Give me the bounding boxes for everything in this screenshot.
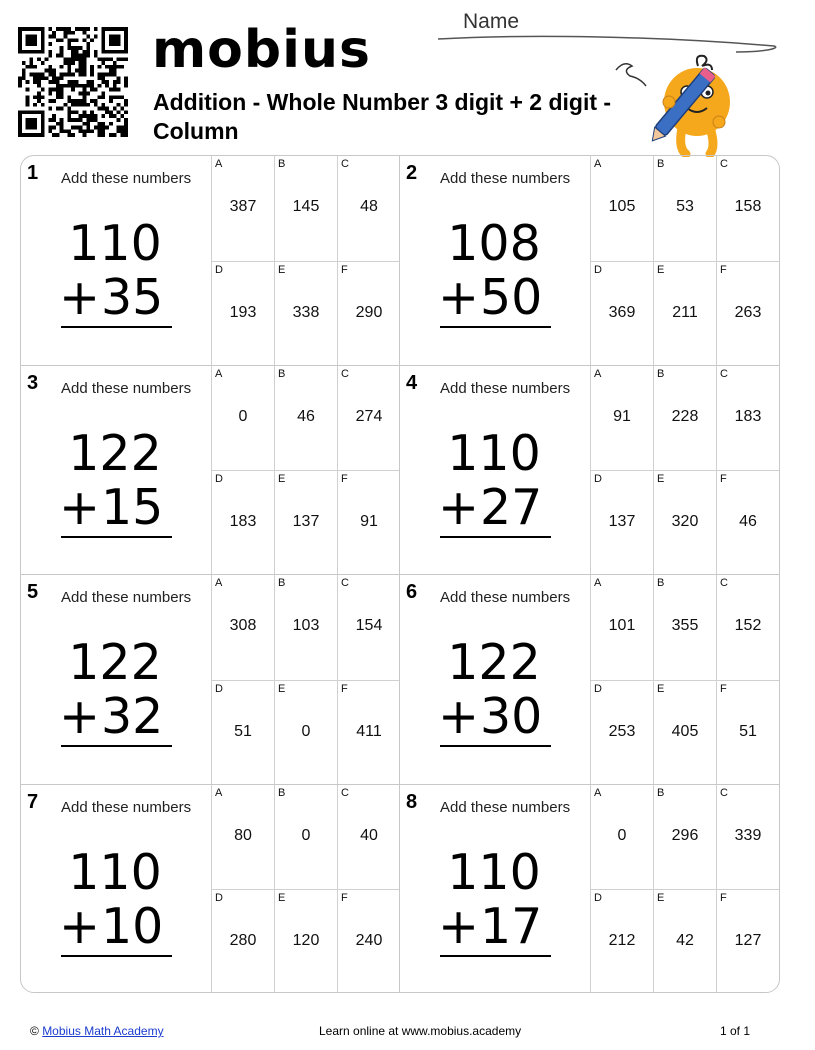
- question-prompt: Add these numbers: [440, 379, 571, 397]
- option-value: 308: [229, 617, 257, 634]
- option-value: 48: [360, 198, 378, 215]
- bottom-addend-row: [59, 689, 163, 745]
- option-value: 320: [671, 513, 699, 530]
- answer-option[interactable]: [653, 680, 716, 785]
- option-letter: E: [278, 473, 286, 485]
- answer-options: [211, 366, 400, 575]
- option-letter: D: [215, 682, 223, 695]
- bottom-addend-row: [438, 899, 542, 955]
- footer-copyright: [30, 1024, 164, 1038]
- option-letter: F: [720, 473, 727, 485]
- option-value: 127: [734, 932, 762, 949]
- option-letter: A: [594, 577, 602, 589]
- option-value: 212: [608, 932, 636, 949]
- answer-options: [590, 785, 779, 994]
- answer-option[interactable]: [337, 470, 400, 575]
- option-value: 211: [672, 303, 698, 321]
- answer-options: [590, 156, 779, 365]
- answer-option[interactable]: [653, 889, 716, 993]
- option-letter: A: [215, 577, 223, 589]
- option-value: 80: [234, 826, 252, 844]
- question-prompt: Add these numbers: [61, 170, 192, 187]
- answer-option[interactable]: [716, 470, 779, 575]
- answer-options: [590, 366, 779, 575]
- option-letter: F: [341, 682, 348, 695]
- answer-option[interactable]: [211, 366, 274, 471]
- plus-operator: +: [59, 478, 101, 536]
- option-value: 274: [355, 407, 383, 425]
- plus-operator: +: [59, 897, 101, 955]
- option-value: 253: [608, 722, 636, 740]
- option-letter: B: [278, 577, 286, 589]
- answer-line: [440, 326, 551, 328]
- option-letter: E: [278, 682, 286, 695]
- answer-line: [440, 745, 551, 747]
- answer-option[interactable]: [274, 470, 337, 575]
- bottom-addend-row: [59, 899, 163, 955]
- option-value: 91: [360, 513, 378, 530]
- answer-option[interactable]: [337, 680, 400, 785]
- answer-line: [440, 536, 551, 538]
- answer-option[interactable]: [337, 785, 400, 890]
- answer-option[interactable]: [274, 261, 337, 366]
- question-prompt: Add these numbers: [440, 798, 571, 816]
- bottom-addend-row: [59, 270, 163, 326]
- bottom-addend-row: [438, 270, 542, 326]
- copyright-symbol: ©: [30, 1024, 39, 1038]
- answer-option[interactable]: [337, 575, 400, 680]
- option-letter: F: [720, 682, 727, 695]
- answer-option[interactable]: [653, 785, 716, 890]
- option-letter: B: [657, 158, 665, 170]
- answer-line: [440, 955, 551, 957]
- option-value: 280: [229, 932, 257, 949]
- answer-option[interactable]: [590, 575, 653, 680]
- answer-option[interactable]: [211, 156, 274, 261]
- option-value: 290: [355, 303, 383, 321]
- worksheet-title: Addition - Whole Number 3 digit + 2 digit - Column: [153, 89, 612, 144]
- option-value: 263: [734, 303, 762, 321]
- question-card: [21, 366, 400, 575]
- question-number: 7: [27, 790, 39, 813]
- option-letter: E: [657, 682, 665, 695]
- option-letter: C: [341, 786, 349, 799]
- option-letter: B: [278, 158, 286, 170]
- option-letter: D: [594, 473, 602, 485]
- question-prompt: Add these numbers: [61, 379, 192, 397]
- answer-options: [211, 785, 400, 994]
- plus-operator: +: [59, 269, 101, 326]
- option-value: 51: [234, 722, 252, 740]
- option-letter: D: [215, 892, 223, 904]
- answer-option[interactable]: [716, 366, 779, 471]
- question-number: 4: [406, 371, 418, 394]
- top-addend: 110: [68, 843, 162, 901]
- answer-option[interactable]: [590, 366, 653, 471]
- question-number: 3: [27, 371, 39, 394]
- option-letter: B: [657, 577, 665, 589]
- question-card: [400, 785, 779, 994]
- bottom-addend: 32: [101, 688, 164, 745]
- qr-code-icon[interactable]: [18, 27, 128, 137]
- option-value: 105: [608, 198, 636, 215]
- question-card: [400, 575, 779, 784]
- option-letter: C: [720, 786, 728, 799]
- top-addend: 122: [68, 424, 162, 482]
- option-letter: E: [278, 892, 286, 904]
- answer-option[interactable]: [653, 261, 716, 366]
- answer-line: [61, 536, 172, 538]
- option-letter: B: [278, 367, 286, 380]
- bottom-addend: 10: [101, 897, 164, 955]
- bottom-addend-row: [59, 480, 163, 536]
- option-letter: D: [594, 892, 602, 904]
- answer-line: [61, 955, 172, 957]
- option-letter: E: [657, 892, 665, 904]
- option-letter: B: [657, 367, 665, 380]
- question-card: [21, 575, 400, 784]
- name-label: Name: [463, 10, 520, 33]
- answer-options: [211, 575, 400, 784]
- option-value: 411: [356, 722, 382, 740]
- answer-option[interactable]: [211, 680, 274, 785]
- answer-option[interactable]: [590, 261, 653, 366]
- option-letter: B: [278, 786, 286, 799]
- logo-text: mobius: [152, 20, 371, 80]
- top-addend: 110: [447, 424, 541, 482]
- top-addend: 110: [447, 843, 541, 901]
- option-value: 137: [292, 513, 320, 530]
- answer-options: [590, 575, 779, 784]
- option-letter: F: [720, 892, 727, 904]
- option-value: 40: [360, 826, 378, 844]
- question-number: 2: [406, 162, 418, 184]
- option-letter: A: [594, 786, 602, 799]
- option-value: 154: [355, 617, 383, 634]
- answer-option[interactable]: [211, 889, 274, 993]
- question-number: 8: [406, 790, 418, 813]
- question-number: 5: [27, 581, 39, 603]
- bottom-addend: 15: [101, 478, 164, 536]
- answer-option[interactable]: [211, 785, 274, 890]
- option-letter: D: [215, 263, 223, 276]
- option-value: 240: [355, 932, 383, 949]
- option-letter: F: [341, 473, 348, 485]
- option-letter: D: [594, 682, 602, 695]
- question-grid: [20, 155, 780, 993]
- option-letter: B: [657, 786, 665, 799]
- row-divider: [21, 365, 780, 366]
- option-value: 42: [676, 932, 694, 949]
- bottom-addend-row: [438, 689, 542, 745]
- answer-option[interactable]: [590, 785, 653, 890]
- option-value: 338: [292, 303, 320, 321]
- plus-operator: +: [438, 897, 480, 955]
- answer-option[interactable]: [211, 470, 274, 575]
- option-letter: C: [720, 577, 728, 589]
- option-value: 0: [238, 407, 248, 425]
- answer-option[interactable]: [274, 156, 337, 261]
- option-value: 46: [297, 407, 315, 425]
- question-card: [400, 156, 779, 365]
- row-divider: [21, 784, 780, 785]
- answer-option[interactable]: [211, 261, 274, 366]
- option-value: 145: [292, 198, 320, 215]
- answer-option[interactable]: [274, 575, 337, 680]
- option-letter: D: [215, 473, 223, 485]
- answer-option[interactable]: [590, 889, 653, 993]
- learn-online-text: Learn online at www.mobius.academy: [319, 1024, 522, 1038]
- option-value: 152: [734, 617, 762, 634]
- question-prompt: Add these numbers: [61, 798, 192, 816]
- option-value: 91: [613, 407, 631, 425]
- answer-option[interactable]: [274, 785, 337, 890]
- bottom-addend: 30: [480, 688, 543, 745]
- option-letter: A: [215, 786, 223, 799]
- answer-option[interactable]: [653, 575, 716, 680]
- question-prompt: Add these numbers: [440, 589, 571, 606]
- bottom-addend: 35: [101, 269, 164, 326]
- option-value: 137: [608, 513, 636, 530]
- bottom-addend: 17: [480, 897, 543, 955]
- option-value: 0: [617, 826, 627, 844]
- option-value: 103: [292, 617, 320, 634]
- option-letter: C: [720, 367, 728, 380]
- answer-option[interactable]: [337, 261, 400, 366]
- option-value: 355: [671, 617, 699, 634]
- option-value: 228: [671, 407, 699, 425]
- answer-option[interactable]: [716, 680, 779, 785]
- top-addend: 122: [447, 634, 541, 691]
- option-value: 51: [739, 722, 757, 740]
- plus-operator: +: [438, 478, 480, 536]
- answer-option[interactable]: [653, 470, 716, 575]
- option-value: 0: [301, 722, 311, 740]
- answer-option[interactable]: [716, 575, 779, 680]
- question-card: [21, 785, 400, 994]
- option-letter: F: [341, 263, 348, 276]
- option-value: 183: [734, 407, 762, 425]
- option-letter: C: [720, 158, 728, 170]
- option-value: 296: [671, 826, 699, 844]
- question-prompt: Add these numbers: [440, 170, 571, 187]
- answer-option[interactable]: [274, 889, 337, 993]
- option-value: 405: [671, 722, 699, 740]
- option-letter: E: [657, 263, 665, 276]
- bottom-addend-row: [438, 480, 542, 536]
- option-value: 183: [229, 513, 257, 530]
- answer-options: [211, 156, 400, 365]
- answer-option[interactable]: [590, 156, 653, 261]
- option-letter: A: [215, 367, 223, 380]
- bottom-addend: 50: [480, 269, 543, 326]
- option-letter: C: [341, 158, 349, 170]
- answer-option[interactable]: [274, 680, 337, 785]
- question-number: 1: [27, 162, 39, 184]
- option-letter: C: [341, 367, 349, 380]
- option-letter: D: [594, 263, 602, 276]
- plus-operator: +: [438, 269, 480, 326]
- option-value: 101: [608, 617, 636, 634]
- answer-option[interactable]: [590, 470, 653, 575]
- answer-option[interactable]: [337, 366, 400, 471]
- answer-option[interactable]: [716, 785, 779, 890]
- page-indicator: 1 of 1: [720, 1024, 751, 1038]
- option-letter: A: [594, 367, 602, 380]
- plus-operator: +: [438, 688, 480, 745]
- plus-operator: +: [59, 688, 101, 745]
- question-number: 6: [406, 581, 418, 603]
- answer-option[interactable]: [337, 156, 400, 261]
- option-letter: E: [278, 263, 286, 276]
- answer-line: [61, 745, 172, 747]
- answer-option[interactable]: [590, 680, 653, 785]
- option-value: 339: [734, 826, 762, 844]
- academy-link[interactable]: Mobius Math Academy: [42, 1024, 164, 1038]
- option-letter: E: [657, 473, 665, 485]
- answer-option[interactable]: [716, 889, 779, 993]
- answer-option[interactable]: [716, 261, 779, 366]
- top-addend: 122: [68, 634, 162, 691]
- question-card: [400, 366, 779, 575]
- option-letter: F: [720, 263, 727, 276]
- mobius-logo: [152, 20, 371, 80]
- option-value: 0: [301, 826, 311, 844]
- option-letter: A: [215, 158, 223, 170]
- answer-option[interactable]: [274, 366, 337, 471]
- option-value: 158: [734, 198, 762, 215]
- answer-line: [61, 326, 172, 328]
- question-prompt: Add these numbers: [61, 589, 192, 606]
- answer-option[interactable]: [653, 156, 716, 261]
- option-letter: C: [341, 577, 349, 589]
- option-value: 387: [229, 198, 257, 215]
- option-value: 120: [292, 932, 320, 949]
- option-value: 193: [229, 303, 257, 321]
- option-letter: A: [594, 158, 602, 170]
- answer-option[interactable]: [716, 156, 779, 261]
- row-divider: [21, 574, 780, 575]
- top-addend: 108: [447, 215, 541, 272]
- answer-option[interactable]: [337, 889, 400, 993]
- mascot-icon: [612, 52, 752, 157]
- option-value: 46: [739, 513, 757, 530]
- question-card: [21, 156, 400, 365]
- option-value: 53: [676, 198, 694, 215]
- bottom-addend: 27: [480, 478, 543, 536]
- option-letter: F: [341, 892, 348, 904]
- answer-option[interactable]: [653, 366, 716, 471]
- top-addend: 110: [68, 215, 162, 272]
- option-value: 369: [608, 303, 636, 321]
- answer-option[interactable]: [211, 575, 274, 680]
